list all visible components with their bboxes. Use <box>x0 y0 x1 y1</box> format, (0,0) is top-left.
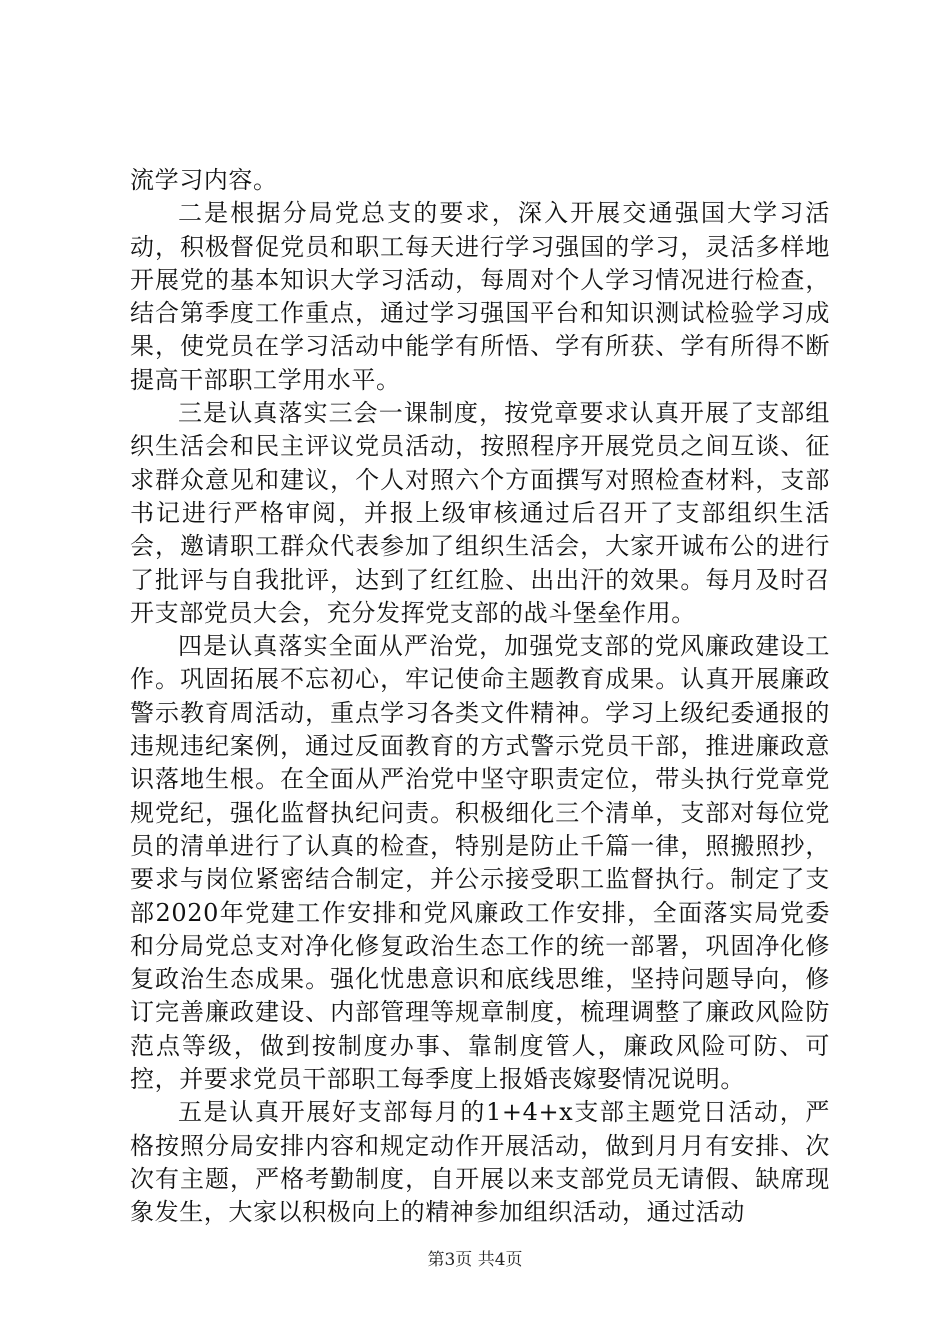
paragraph-1: 流学习内容。 <box>130 166 278 194</box>
page-footer: 第3页 共4页 <box>427 1250 523 1270</box>
paragraph-2: 二是根据分局党总支的要求，深入开展交通强国大学习活动，积极督促党员和职工每天进行学习强国的学习，灵活多样地开展党的基本知识大学习活动，每周对个人学习情况进行检查，结合第季度工作重点，通过学习强国平台和知识测试检验学习成果，使党员在学习活动中能学有所悟、学有所获、学有所得不断提高干部职工学用水平。 <box>130 199 830 394</box>
document-body <box>130 164 830 1230</box>
paragraph-5: 五是认真开展好支部每月的1+4+x支部主题党日活动，严格按照分局安排内容和规定动作开展活动，做到月月有安排、次次有主题，严格考勤制度，自开展以来支部党员无请假、缺席现象发生，大家以积极向上的精神参加组织活动，通过活动 <box>130 1098 830 1227</box>
paragraph-4: 四是认真落实全面从严治党，加强党支部的党风廉政建设工作。巩固拓展不忘初心，牢记使命主题教育成果。认真开展廉政警示教育周活动，重点学习各类文件精神。学习上级纪委通报的违规违纪案例，通过反面教育的方式警示党员干部，推进廉政意识落地生根。在全面从严治党中坚守职责定位，带头执行党章党规党纪，强化监督执纪问责。积极细化三个清单，支部对每位党员的清单进行了认真的检查，特别是防止千篇一律，照搬照抄，要求与岗位紧密结合制定，并公示接受职工监督执行。制定了支部2020年党建工作安排和党风廉政工作安排，全面落实局党委和分局党总支对净化修复政治生态工作的统一部署，巩固净化修复政治生态成果。强化忧患意识和底线思维，坚持问题导向，修订完善廉政建设、内部管理等规章制度，梳理调整了廉政风险防范点等级，做到按制度办事、靠制度管人，廉政风险可防、可控，并要求党员干部职工每季度上报婚丧嫁娶情况说明。 <box>130 632 830 1094</box>
paragraph-3: 三是认真落实三会一课制度，按党章要求认真开展了支部组织生活会和民主评议党员活动，按照程序开展党员之间互谈、征求群众意见和建议，个人对照六个方面撰写对照检查材料，支部书记进行严格审阅，并报上级审核通过后召开了支部组织生活会，邀请职工群众代表参加了组织生活会，大家开诚布公的进行了批评与自我批评，达到了红红脸、出出汗的效果。每月及时召开支部党员大会，充分发挥党支部的战斗堡垒作用。 <box>130 399 830 627</box>
